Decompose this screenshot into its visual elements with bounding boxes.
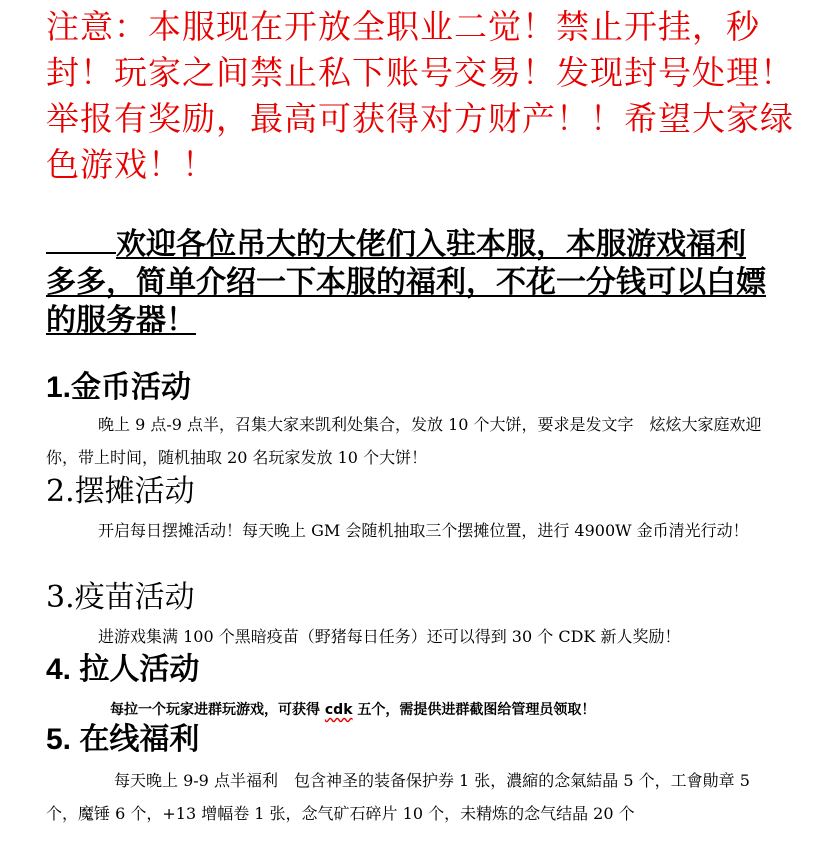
notice-text: 注意：本服现在开放全职业二觉！禁止开挂，秒封！玩家之间禁止私下账号交易！发现封号处理！举报有奖励，最高可获得对方财产！！希望大家绿色游戏！！ [46, 7, 794, 184]
spellcheck-marked-word: cdk [324, 702, 353, 718]
welcome-text: 欢迎各位吊大的大佬们入驻本服，本服游戏福利多多，简单介绍一下本服的福利，不花一分钱可以白嫖的服务器！ [46, 227, 766, 338]
section-4-body-pre: 每拉一个玩家进群玩游戏，可获得 [110, 702, 325, 718]
welcome-paragraph [46, 226, 766, 340]
section-5-title: 5. 在线福利 [46, 723, 200, 756]
section-5-body: 每天晚上 9-9 点半福利 包含神圣的装备保护券 1 张，濃縮的念氣結晶 5 个，工會勛章 5 个，魔锤 6 个，+13 增幅卷 1 张，念气矿石碎片 10 个，未精炼的念气结晶 20 个 [46, 771, 750, 823]
section-4-title: 4. 拉人活动 [46, 653, 200, 686]
section-2-title: 2.摆摊活动 [46, 474, 195, 509]
section-2-body: 开启每日摆摊活动！每天晚上 GM 会随机抽取三个摆摊位置，进行 4900W 金币清光行动！ [98, 521, 749, 540]
section-1-body: 晚上 9 点-9 点半，召集大家来凯利处集合，发放 10 个大饼，要求是发文字 炫炫大家庭欢迎你，带上时间，随机抽取 20 名玩家发放 10 个大饼！ [46, 415, 762, 467]
section-3-title: 3.疫苗活动 [46, 580, 195, 615]
underline-indent [46, 242, 116, 254]
section-4-body-post: 五个，需提供进群截图给管理员领取！ [352, 702, 596, 718]
section-1-title: 1.金币活动 [46, 371, 192, 404]
section-4-body [110, 700, 595, 720]
section-3-body: 进游戏集满 100 个黑暗疫苗（野猪每日任务）还可以得到 30 个 CDK 新人奖励！ [98, 627, 681, 646]
